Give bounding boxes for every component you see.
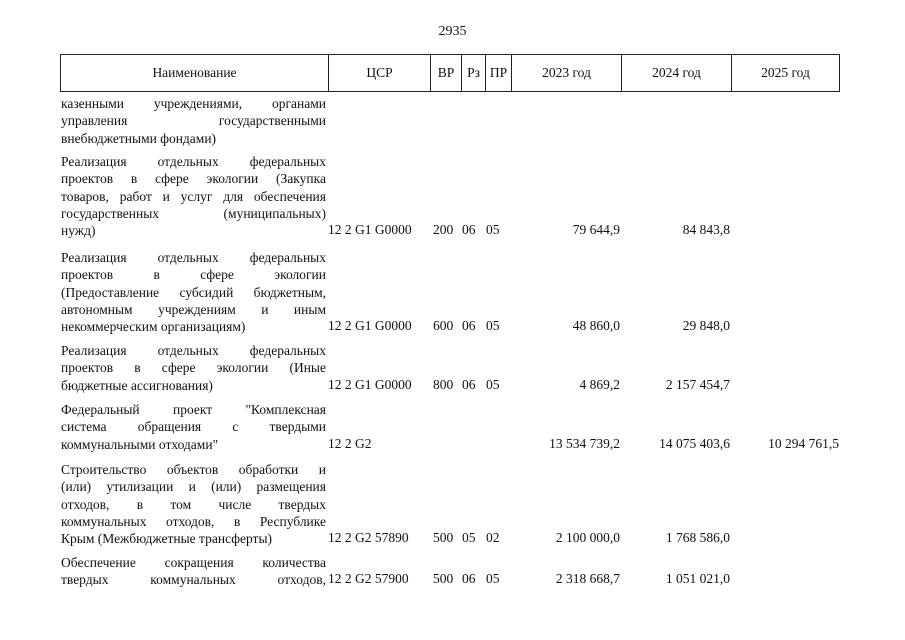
- row-name-line: Строительство объектов обработки и: [61, 462, 326, 477]
- header-csr: ЦСР: [329, 55, 431, 91]
- row-name-line: Обеспечение сокращения количества: [61, 555, 326, 570]
- row-name-line: коммунальными отходами": [61, 436, 219, 452]
- page-number: 2935: [438, 24, 467, 39]
- row-name: [61, 95, 326, 147]
- table-header: [60, 54, 840, 92]
- row-name-line: Реализация отдельных федеральных: [61, 154, 326, 169]
- row-name-line: государственных (муниципальных): [61, 205, 326, 221]
- header-name: Наименование: [61, 55, 329, 91]
- row-name: [61, 249, 326, 335]
- row-2024: 1 768 586,0: [665, 530, 730, 545]
- row-pr: 05: [486, 318, 500, 333]
- row-csr: 12 2 G2 57900: [328, 571, 409, 586]
- row-name: [61, 401, 326, 453]
- row-name-line: (Предоставление субсидий бюджетным,: [61, 284, 326, 300]
- row-name: [61, 153, 326, 239]
- row-name-line: отходов, в том числе твердых: [61, 496, 326, 512]
- header-2023: 2023 год: [512, 55, 622, 91]
- row-name: [61, 461, 326, 547]
- row-name: [61, 554, 326, 589]
- row-rz: 06: [462, 222, 476, 237]
- header-2025: 2025 год: [761, 65, 810, 80]
- row-rz: 06: [462, 318, 476, 333]
- row-2024: 2 157 454,7: [665, 377, 730, 392]
- row-2024: 14 075 403,6: [659, 436, 730, 451]
- row-rz: 05: [462, 530, 476, 545]
- row-2024: 84 843,8: [682, 222, 730, 237]
- row-name-line: Реализация отдельных федеральных: [61, 250, 326, 265]
- row-name-line: некоммерческим организациям): [61, 319, 246, 335]
- row-name-line: Крым (Межбюджетные трансферты): [61, 531, 273, 547]
- row-name: [61, 342, 326, 394]
- row-2023: 4 869,2: [579, 377, 620, 392]
- row-vr: 500: [433, 530, 454, 545]
- row-csr: 12 2 G2 57890: [328, 530, 409, 545]
- row-name-line: (или) утилизации и (или) размещения: [61, 479, 326, 495]
- row-2025: 10 294 761,5: [768, 436, 839, 451]
- row-2023: 79 644,9: [572, 222, 620, 237]
- row-name-line: нужд): [61, 223, 96, 239]
- row-vr: 600: [433, 318, 454, 333]
- row-name-line: бюджетные ассигнования): [61, 377, 213, 393]
- row-name-line: Федеральный проект "Комплексная: [61, 402, 326, 417]
- row-name-line: казенными учреждениями, органами: [61, 96, 326, 111]
- row-2024: 29 848,0: [682, 318, 730, 333]
- row-name-line: проектов в сфере экологии: [61, 267, 326, 283]
- row-vr: 800: [433, 377, 454, 392]
- row-name-line: внебюджетными фондами): [61, 130, 217, 146]
- header-rz: Рз: [462, 55, 486, 91]
- row-2023: 48 860,0: [572, 318, 620, 333]
- header-vr: ВР: [431, 55, 462, 91]
- row-pr: 05: [486, 377, 500, 392]
- row-2023: 2 100 000,0: [555, 530, 620, 545]
- row-name-line: автономным учреждениям и иным: [61, 301, 326, 317]
- row-pr: 05: [486, 571, 500, 586]
- header-2024: 2024 год: [622, 55, 732, 91]
- row-pr: 02: [486, 530, 500, 545]
- row-2023: 13 534 739,2: [549, 436, 620, 451]
- row-name-line: проектов в сфере экологии (Закупка: [61, 171, 326, 187]
- row-2024: 1 051 021,0: [665, 571, 730, 586]
- row-name-line: коммунальных отходов, в Республике: [61, 513, 326, 529]
- row-rz: 06: [462, 377, 476, 392]
- row-name-line: управления государственными: [61, 113, 326, 129]
- row-csr: 12 2 G1 G0000: [328, 377, 412, 392]
- row-csr: 12 2 G1 G0000: [328, 318, 412, 333]
- row-vr: 500: [433, 571, 454, 586]
- row-pr: 05: [486, 222, 500, 237]
- row-vr: 200: [433, 222, 454, 237]
- row-name-line: Реализация отдельных федеральных: [61, 343, 326, 358]
- row-csr: 12 2 G2: [328, 436, 372, 451]
- row-rz: 06: [462, 571, 476, 586]
- row-name-line: проектов в сфере экологии (Иные: [61, 360, 326, 376]
- row-name-line: система обращения с твердыми: [61, 419, 326, 435]
- header-pr: ПР: [486, 55, 512, 91]
- row-2023: 2 318 668,7: [555, 571, 620, 586]
- row-csr: 12 2 G1 G0000: [328, 222, 412, 237]
- row-name-line: твердых коммунальных отходов,: [61, 572, 326, 588]
- row-name-line: товаров, работ и услуг для обеспечения: [61, 188, 326, 204]
